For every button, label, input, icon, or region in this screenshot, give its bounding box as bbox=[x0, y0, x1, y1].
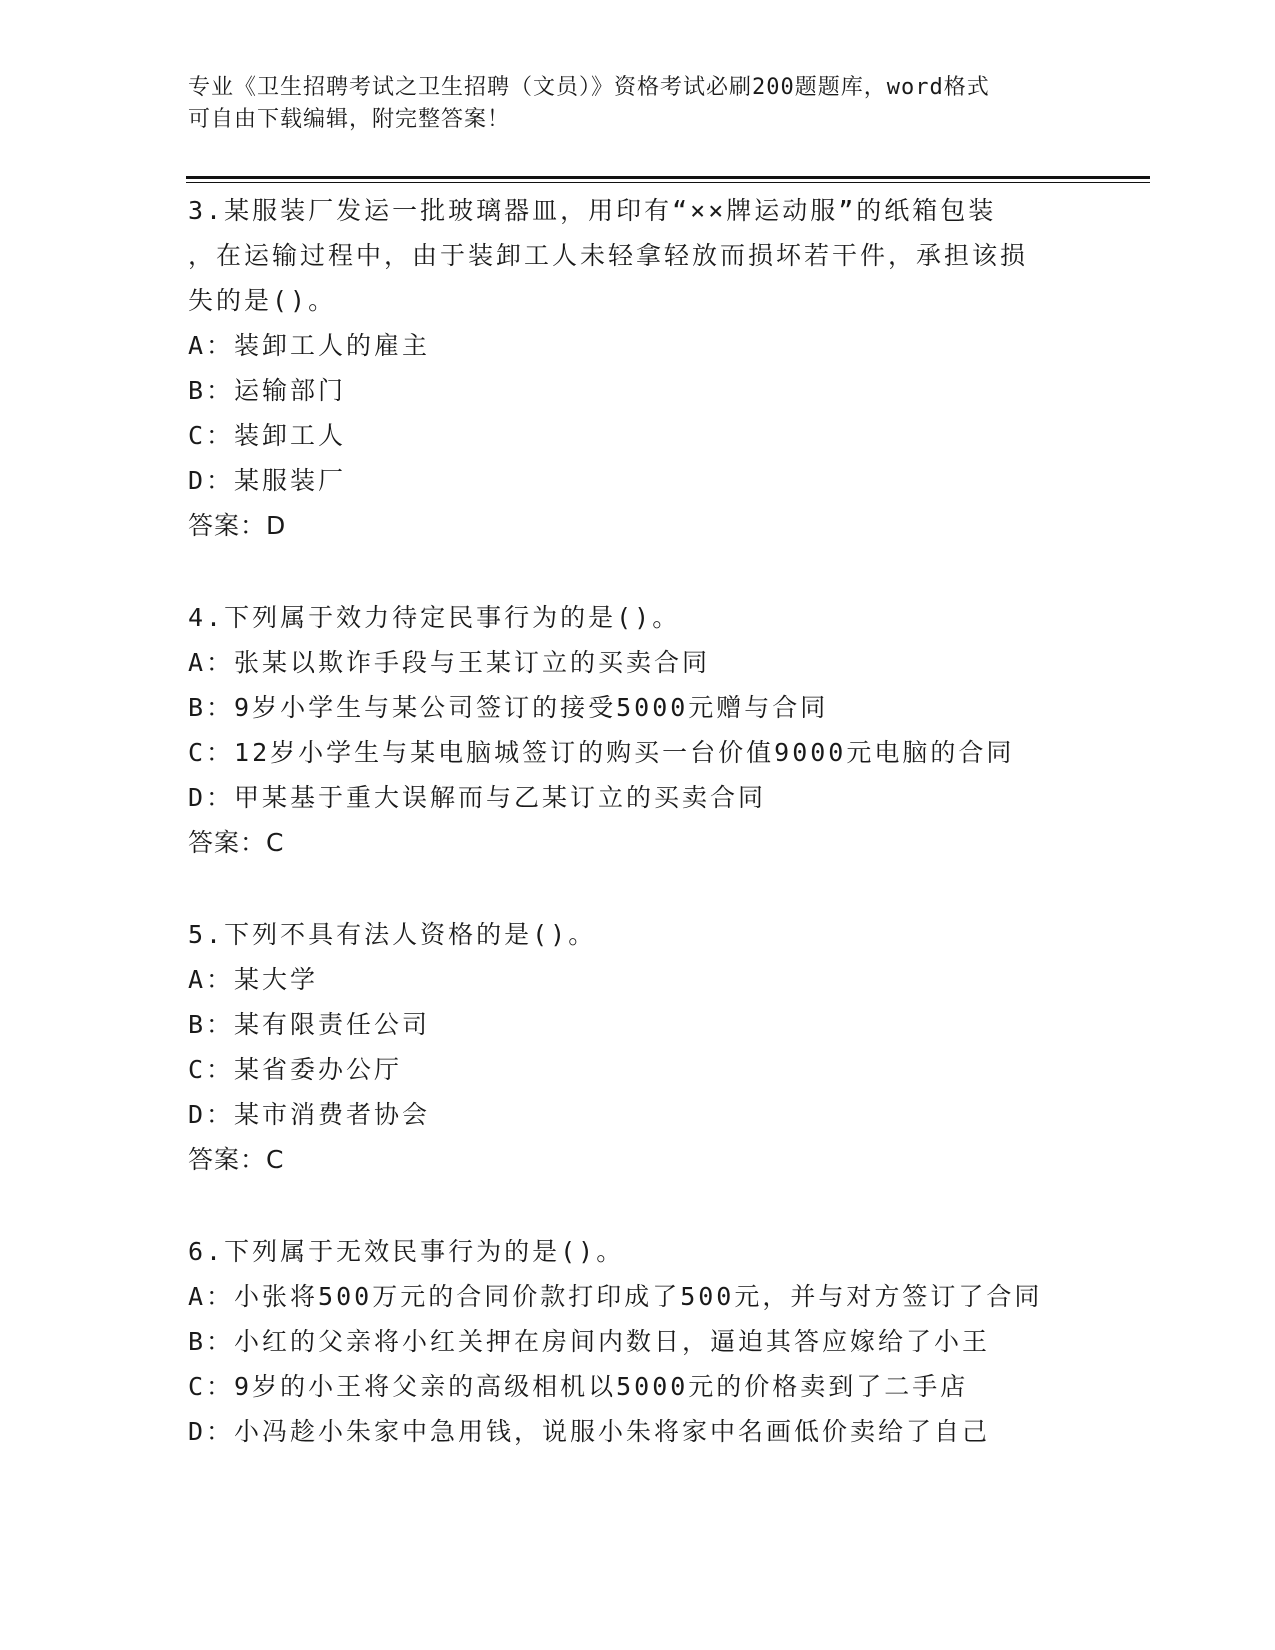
option-a: A：某大学 bbox=[188, 965, 319, 994]
spacer bbox=[188, 865, 1148, 912]
option-c: C：装卸工人 bbox=[188, 421, 347, 450]
question-5 bbox=[188, 912, 1148, 1182]
header-line: 专业《卫生招聘考试之卫生招聘（文员）》资格考试必刷200题题库，word格式 bbox=[188, 75, 990, 100]
option-a: A：装卸工人的雇主 bbox=[188, 331, 431, 360]
option-d: D：甲某基于重大误解而与乙某订立的买卖合同 bbox=[188, 783, 767, 812]
answer: 答案：C bbox=[188, 1145, 285, 1174]
option-b: B：小红的父亲将小红关押在房间内数日，逼迫其答应嫁给了小王 bbox=[188, 1327, 991, 1356]
answer: 答案：D bbox=[188, 511, 287, 540]
spacer bbox=[188, 1182, 1148, 1229]
header-divider-thick bbox=[186, 176, 1150, 179]
option-b: B：某有限责任公司 bbox=[188, 1010, 431, 1039]
spacer bbox=[188, 548, 1148, 595]
header-divider-thin bbox=[186, 182, 1150, 183]
option-c: C：某省委办公厅 bbox=[188, 1055, 403, 1084]
question-3 bbox=[188, 188, 1148, 548]
question-list bbox=[188, 188, 1148, 1454]
option-b: B：9岁小学生与某公司签订的接受5000元赠与合同 bbox=[188, 693, 829, 722]
option-d: D：某服装厂 bbox=[188, 466, 347, 495]
question-stem: 6.下列属于无效民事行为的是()。 bbox=[188, 1237, 625, 1266]
question-stem: 4.下列属于效力待定民事行为的是()。 bbox=[188, 603, 681, 632]
question-stem: 5.下列不具有法人资格的是()。 bbox=[188, 920, 597, 949]
question-stem: ，在运输过程中，由于装卸工人未轻拿轻放而损坏若干件，承担该损 bbox=[188, 241, 1029, 270]
document-header bbox=[188, 72, 1088, 136]
option-a: A：张某以欺诈手段与王某订立的买卖合同 bbox=[188, 648, 711, 677]
header-line: 可自由下载编辑，附完整答案！ bbox=[188, 107, 511, 132]
question-4 bbox=[188, 595, 1148, 865]
question-6 bbox=[188, 1229, 1148, 1454]
option-c: C：12岁小学生与某电脑城签订的购买一台价值9000元电脑的合同 bbox=[188, 738, 1015, 767]
option-b: B：运输部门 bbox=[188, 376, 347, 405]
option-c: C：9岁的小王将父亲的高级相机以5000元的价格卖到了二手店 bbox=[188, 1372, 969, 1401]
option-a: A：小张将500万元的合同价款打印成了500元，并与对方签订了合同 bbox=[188, 1282, 1043, 1311]
option-d: D：某市消费者协会 bbox=[188, 1100, 431, 1129]
option-d: D：小冯趁小朱家中急用钱，说服小朱将家中名画低价卖给了自己 bbox=[188, 1417, 991, 1446]
answer: 答案：C bbox=[188, 828, 285, 857]
question-stem: 失的是()。 bbox=[188, 286, 337, 315]
question-stem: 3.某服装厂发运一批玻璃器皿，用印有“××牌运动服”的纸箱包装 bbox=[188, 196, 997, 225]
